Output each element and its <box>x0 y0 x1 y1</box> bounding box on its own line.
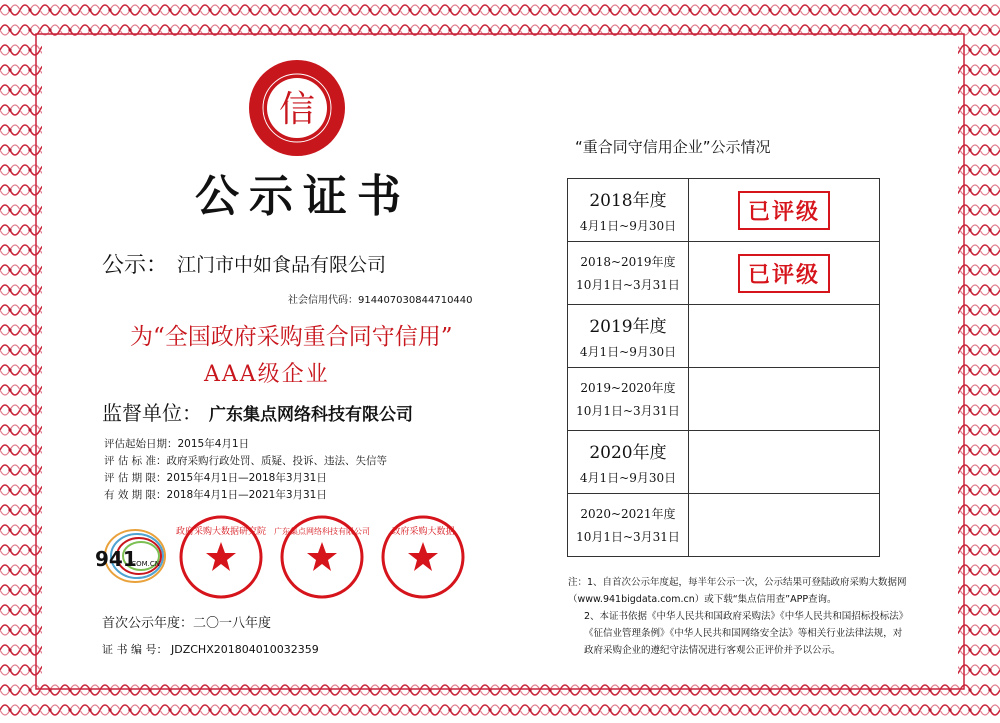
publish-company: 江门市中如食品有限公司 <box>177 254 387 276</box>
status-cell <box>689 179 880 242</box>
period-cell <box>568 242 689 305</box>
notes <box>568 574 908 659</box>
info-line: 评估起始日期：2015年4月1日 <box>104 438 250 450</box>
period-year: 2019年度 <box>589 317 667 337</box>
period-range: 10月1日~3月31日 <box>576 530 680 544</box>
status-row <box>568 305 880 368</box>
period-range: 10月1日~3月31日 <box>576 278 680 292</box>
status-row <box>568 368 880 431</box>
first-publish-year: 首次公示年度：二〇一八年度 <box>102 616 272 631</box>
rated-stamp: 已评级 <box>738 191 830 230</box>
official-stamp <box>380 514 466 600</box>
status-row <box>568 179 880 242</box>
official-stamp <box>274 514 370 600</box>
evaluation-info <box>104 436 387 504</box>
info-line: 评 估 期 限：2015年4月1日—2018年3月31日 <box>104 472 327 484</box>
status-title: “重合同守信用企业”公示情况 <box>575 138 771 156</box>
logo-glyph: 信 <box>278 89 316 130</box>
award-line-1: 为“全国政府采购重合同守信用” <box>130 324 453 350</box>
note-line: 2、本证书依据《中华人民共和国政府采购法》《中华人民共和国招标投标法》《征信业管理条例》《中华人民共和国网络安全法》等相关行业法律法规，对政府采购企业的遵纪守法情况进行客观公正评价并予以公示。 <box>584 611 904 656</box>
status-row <box>568 242 880 305</box>
status-table <box>567 178 880 557</box>
period-cell <box>568 368 689 431</box>
period-range: 4月1日~9月30日 <box>579 219 677 233</box>
rated-stamp: 已评级 <box>738 254 830 293</box>
logo-941 <box>93 526 171 588</box>
period-cell <box>568 494 689 557</box>
note-line: 注：1、自首次公示年度起，每半年公示一次，公示结果可登陆政府采购大数据网（www.941bigdata.com.cn）或下载“集点信用查”APP查询。 <box>568 577 907 605</box>
status-cell <box>689 242 880 305</box>
credit-seal-logo <box>247 58 347 158</box>
status-cell <box>689 431 880 494</box>
period-year: 2018~2019年度 <box>580 255 676 269</box>
period-range: 10月1日~3月31日 <box>576 404 680 418</box>
stamp-text: 政府采购大数据 <box>391 527 455 537</box>
stamp-text: 政府采购大数据研究院 <box>175 527 267 537</box>
period-year: 2020年度 <box>589 443 667 463</box>
stamp-text: 广东集点网络科技有限公司 <box>274 527 370 536</box>
award-line-2: AAA级企业 <box>204 362 330 387</box>
status-cell <box>689 368 880 431</box>
supervisor-company: 广东集点网络科技有限公司 <box>209 405 413 425</box>
status-cell <box>689 494 880 557</box>
info-line: 有 效 期 限：2018年4月1日—2021年3月31日 <box>104 489 327 501</box>
status-row <box>568 494 880 557</box>
certificate-title: 公示证书 <box>195 171 411 222</box>
period-year: 2018年度 <box>589 191 667 211</box>
period-year: 2019~2020年度 <box>580 381 676 395</box>
official-stamp <box>175 514 267 600</box>
info-line: 评 估 标 准：政府采购行政处罚、质疑、投诉、违法、失信等 <box>104 455 388 467</box>
period-cell <box>568 179 689 242</box>
period-cell <box>568 305 689 368</box>
status-row <box>568 431 880 494</box>
period-range: 4月1日~9月30日 <box>579 345 677 359</box>
publish-label: 公示： <box>102 253 169 278</box>
status-cell <box>689 305 880 368</box>
period-range: 4月1日~9月30日 <box>579 471 677 485</box>
credit-code: 社会信用代码：914407030844710440 <box>288 295 473 306</box>
certificate-number: 证 书 编 号： JDZCHX201804010032359 <box>102 643 319 656</box>
supervisor-label: 监督单位： <box>102 401 202 425</box>
logo-941-sub: .COM.CN <box>129 560 161 568</box>
period-cell <box>568 431 689 494</box>
period-year: 2020~2021年度 <box>580 507 676 521</box>
logo-941-text: 941 <box>95 547 137 571</box>
